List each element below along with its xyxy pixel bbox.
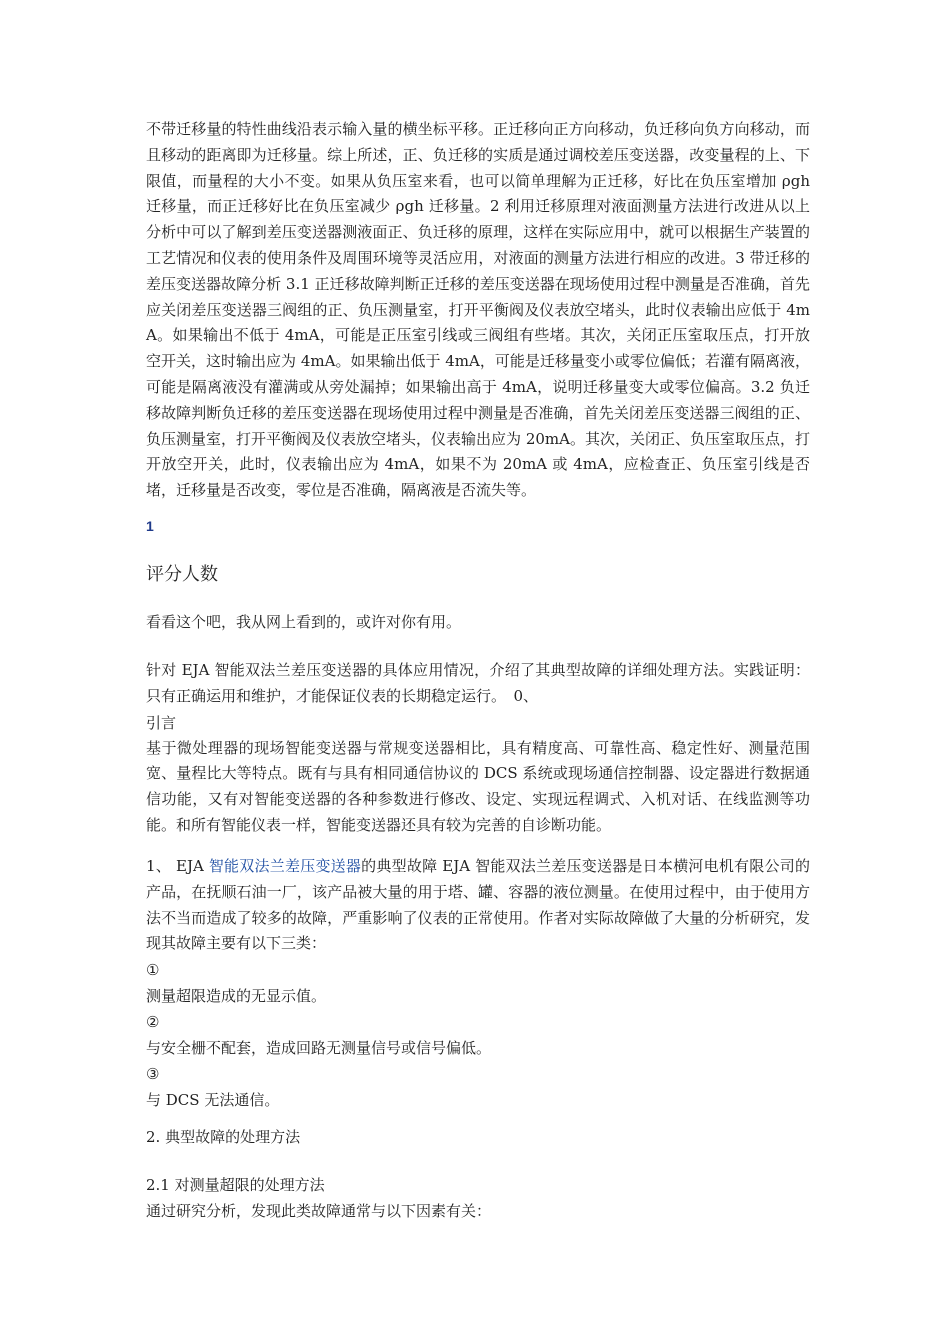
section1-rest: 的典型故障 EJA 智能双法兰差压变送器是日本横河电机有限公司的产品，在抚顺石油一厂，该产品被大量的用于塔、罐、容器的液位测量。在使用过程中，由于使用方法不当而造成了较多的故障，严重影响了仪表的正常使用。作者对实际故障做了大量的分析研究，发现其故障主要有以下三类： bbox=[146, 857, 810, 953]
rating-heading-block bbox=[146, 560, 810, 586]
intro-paragraph: 不带迁移量的特性曲线沿表示输入量的横坐标平移。正迁移向正方向移动，负迁移向负方向移动，而且移动的距离即为迁移量。综上所述，正、负迁移的实质是通过调校差压变送器，改变量程的上、下限值，而量程的大小不变。如果从负压室来看，也可以简单理解为正迁移，好比在负压室增加 ρgh 迁移量，而正迁移好比在负压室减少 ρgh 迁移量。2 利用迁移原理对液面测量方法进行改进从以上分析中可以了解到差压变送器测液面正、负迁移的原理，这样在实际应用中，就可以根据生产装置的工艺情况和仪表的使用条件及周围环境等灵活应用，对液面的测量方法进行相应的改进。3 带迁移的差压变送器故障分析 3.1 正迁移故障判断正迁移的差压变送器在现场使用过程中测量是否准确，首先应关闭差压变送器三阀组的正、负压测量室，打开平衡阀及仪表放空堵头，此时仪表输出应低于 4mA。如果输出不低于 4mA，可能是正压室引线或三阀组有些堵。其次，关闭正压室取压点，打开放空开关，这时输出应为 4mA。如果输出低于 4mA，可能是迁移量变小或零位偏低；若灌有隔离液，可能是隔离液没有灌满或从旁处漏掉；如果输出高于 4mA，说明迁移量变大或零位偏高。3.2 负迁移故障判断负迁移的差压变送器在现场使用过程中测量是否准确，首先关闭差压变送器三阀组的正、负压测量室，打开平衡阀及仪表放空堵头，仪表输出应为 20mA。其次，关闭正、负压室取压点，打开放空开关，此时，仪表输出应为 4mA，如果不为 20mA 或 4mA，应检查正、负压室引线是否堵，迁移量是否改变，零位是否准确，隔离液是否流失等。 bbox=[146, 120, 810, 500]
fault-item-3: 与 DCS 无法通信。 bbox=[146, 1091, 280, 1110]
section1-paragraph bbox=[146, 854, 810, 957]
section1-block bbox=[146, 854, 810, 1113]
rating-heading: 评分人数 bbox=[146, 564, 218, 585]
page-number-block bbox=[146, 518, 810, 534]
reply-block bbox=[146, 609, 810, 635]
intro-body: 基于微处理器的现场智能变送器与常规变送器相比，具有精度高、可靠性高、稳定性好、测量范围宽、量程比大等特点。既有与具有相同通信协议的 DCS 系统或现场通信控制器、设定器进行数据通信功能，又有对智能变送器的各种参数进行修改、设定、实现远程调式、入机对话、在线监测等功能。和所有智能仪表一样，智能变送器还具有较为完善的自诊断功能。 bbox=[146, 738, 810, 834]
fault-marker-2: ② bbox=[146, 1013, 160, 1032]
section21-body: 通过研究分析，发现此类故障通常与以下因素有关： bbox=[146, 1202, 492, 1220]
fault-item-2: 与安全栅不配套，造成回路无测量信号或信号偏低。 bbox=[146, 1039, 492, 1058]
fault-item-1: 测量超限造成的无显示值。 bbox=[146, 987, 327, 1006]
abstract-block bbox=[146, 658, 810, 839]
section21-block bbox=[146, 1172, 810, 1224]
section1-link[interactable]: 智能双法兰差压变送器 bbox=[208, 857, 362, 875]
fault-marker-1: ① bbox=[146, 961, 160, 980]
section2-block bbox=[146, 1124, 810, 1150]
intro-heading: 引言 bbox=[146, 713, 177, 732]
page-number: 1 bbox=[146, 518, 154, 534]
fault-marker-3: ③ bbox=[146, 1065, 160, 1084]
section2-heading: 2. 典型故障的处理方法 bbox=[146, 1128, 301, 1146]
abstract-paragraph: 针对 EJA 智能双法兰差压变送器的具体应用情况，介绍了其典型故障的详细处理方法。实践证明：只有正确运用和维护，才能保证仪表的长期稳定运行。 0、 bbox=[146, 661, 810, 705]
intro-paragraph-block bbox=[146, 117, 810, 504]
section1-prefix: 1、 EJA bbox=[146, 857, 209, 875]
section21-heading: 2.1 对测量超限的处理方法 bbox=[146, 1176, 325, 1194]
reply-line: 看看这个吧，我从网上看到的，或许对你有用。 bbox=[146, 613, 462, 631]
